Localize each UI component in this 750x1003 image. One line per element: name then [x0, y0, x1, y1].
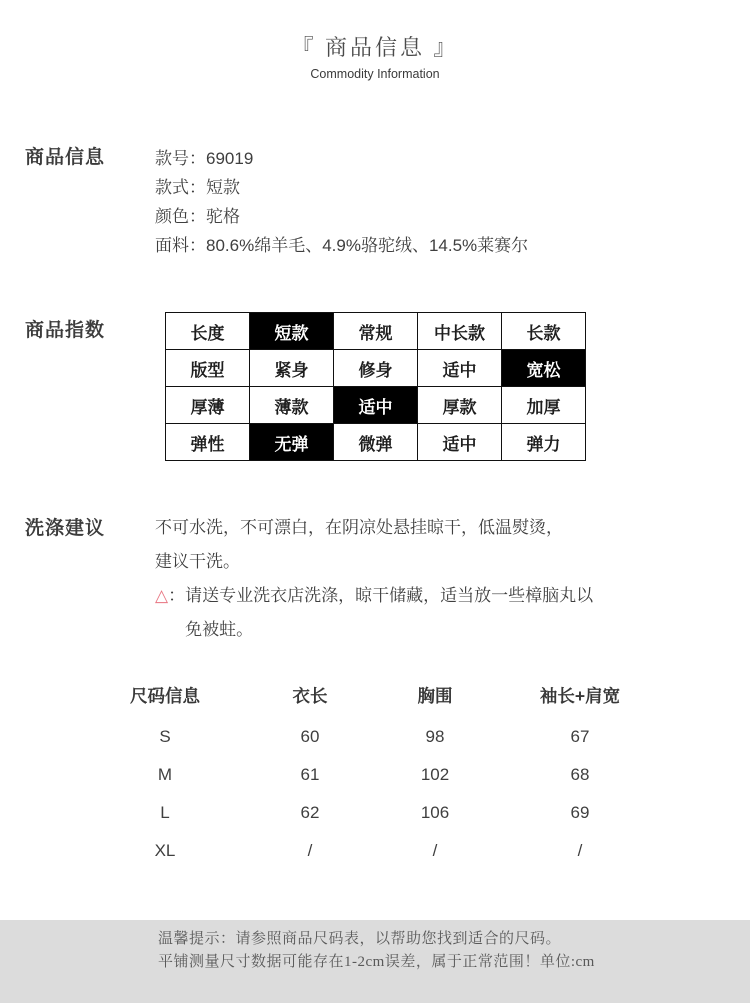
wash-note [155, 579, 715, 647]
index-cell: 加厚 [502, 387, 586, 424]
size-cell: 98 [425, 727, 445, 746]
table-row [166, 424, 586, 461]
footer-line: 温馨提示：请参照商品尺码表，以帮助您找到适合的尺码。 [158, 931, 562, 947]
index-cell: 中长款 [418, 313, 502, 350]
section-label-product-index: 商品指数 [25, 320, 106, 341]
index-cell: 适中 [418, 350, 502, 387]
info-key: 颜色： [155, 207, 206, 226]
size-cell: 67 [570, 727, 590, 746]
footer-line: 平铺测量尺寸数据可能存在1-2cm误差，属于正常范围！单位:cm [158, 954, 595, 970]
size-row-s [100, 718, 680, 756]
info-value: 短款 [206, 178, 240, 197]
size-row-m [100, 756, 680, 794]
table-row [166, 313, 586, 350]
size-cell: M [157, 765, 173, 784]
product-info-list [155, 144, 528, 260]
wash-line: 建议干洗。 [155, 552, 240, 571]
page-header [0, 36, 750, 81]
size-header-cell: 尺码信息 [130, 685, 200, 706]
index-cell: 无弹 [250, 424, 334, 461]
info-key: 面料： [155, 236, 206, 255]
size-cell: 68 [570, 765, 590, 784]
index-cell: 微弹 [334, 424, 418, 461]
page-subtitle: Commodity Information [310, 67, 440, 81]
size-cell: / [307, 841, 313, 860]
index-cell: 适中 [418, 424, 502, 461]
index-cell: 宽松 [502, 350, 586, 387]
product-index-table [165, 312, 586, 461]
size-cell: 69 [570, 803, 590, 822]
size-table-header [100, 672, 680, 718]
wash-line: 不可水洗，不可漂白，在阴凉处悬挂晾干，低温熨烫， [155, 518, 563, 537]
info-value: 69019 [206, 149, 254, 168]
section-label-wash-advice: 洗涤建议 [25, 518, 106, 539]
size-cell: S [159, 727, 171, 746]
note-line: 免被蛀。 [185, 620, 254, 639]
size-row-l [100, 794, 680, 832]
info-row-color [155, 202, 528, 231]
size-table [100, 672, 680, 870]
note-prefix [155, 579, 185, 647]
size-header-cell: 衣长 [292, 685, 328, 706]
index-cell: 版型 [166, 350, 250, 387]
size-header-cell: 胸围 [417, 685, 453, 706]
size-cell: / [577, 841, 583, 860]
size-header-cell: 袖长+肩宽 [539, 685, 621, 706]
index-cell: 长度 [166, 313, 250, 350]
size-cell: XL [154, 841, 176, 860]
index-cell: 短款 [250, 313, 334, 350]
index-cell: 弹力 [502, 424, 586, 461]
index-cell: 弹性 [166, 424, 250, 461]
size-cell: 62 [300, 803, 320, 822]
index-cell: 薄款 [250, 387, 334, 424]
info-value: 80.6%绵羊毛、4.9%骆驼绒、14.5%莱赛尔 [206, 236, 529, 255]
table-row [166, 350, 586, 387]
size-cell: 102 [420, 765, 450, 784]
info-row-fabric [155, 231, 528, 260]
index-cell: 紧身 [250, 350, 334, 387]
info-key: 款号： [155, 149, 206, 168]
footer-notice [0, 920, 750, 1003]
index-cell: 常规 [334, 313, 418, 350]
index-cell: 适中 [334, 387, 418, 424]
size-cell: 60 [300, 727, 320, 746]
note-colon: ： [168, 586, 186, 605]
index-cell: 长款 [502, 313, 586, 350]
size-cell: / [432, 841, 438, 860]
section-label-product-info: 商品信息 [25, 147, 106, 168]
wash-advice-text [155, 511, 715, 647]
info-row-style-number [155, 144, 528, 173]
size-cell: 61 [300, 765, 320, 784]
index-cell: 修身 [334, 350, 418, 387]
size-cell: L [160, 803, 170, 822]
note-line: 请送专业洗衣店洗涤，晾干储藏，适当放一些樟脑丸以 [185, 586, 594, 605]
index-cell: 厚款 [418, 387, 502, 424]
note-text [185, 579, 593, 647]
page-title: 『 商品信息 』 [291, 35, 459, 60]
index-cell: 厚薄 [166, 387, 250, 424]
info-key: 款式： [155, 178, 206, 197]
table-row [166, 387, 586, 424]
info-row-style [155, 173, 528, 202]
size-row-xl [100, 832, 680, 870]
size-cell: 106 [420, 803, 450, 822]
triangle-icon: △ [155, 586, 169, 605]
info-value: 驼格 [206, 207, 240, 226]
